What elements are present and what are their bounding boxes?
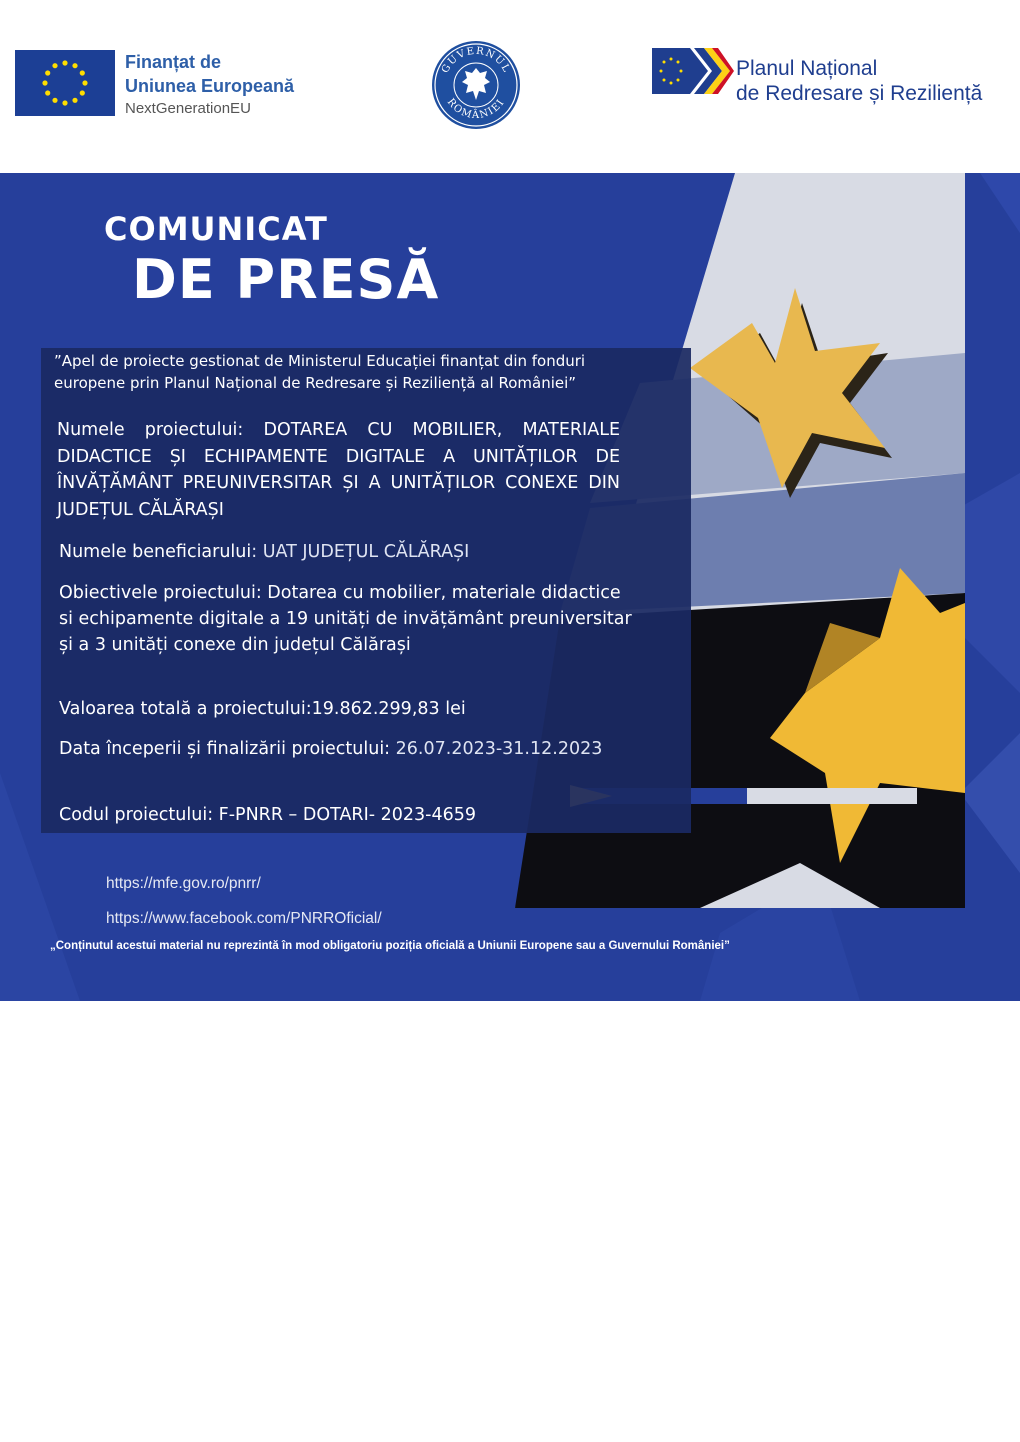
project-name-label: Numele proiectului:: [57, 420, 244, 440]
eu-logo-line3: NextGenerationEU: [125, 100, 251, 117]
project-dates: [59, 736, 634, 762]
project-dates-value: 26.07.2023-31.12.2023: [390, 739, 603, 759]
project-total-value: Valoarea totală a proiectului:19.862.299,83 lei: [59, 699, 466, 719]
mfe-pnrr-link[interactable]: https://mfe.gov.ro/pnrr/: [106, 875, 261, 892]
beneficiary-label: Numele beneficiarului: [59, 542, 252, 562]
government-of-romania-seal-icon: [431, 40, 521, 130]
facebook-pnrr-link[interactable]: https://www.facebook.com/PNRROficial/: [106, 910, 382, 927]
eu-funding-logo: [15, 50, 294, 120]
pnrr-flag-arrow-icon: [652, 48, 734, 94]
project-code: Codul proiectului: F-PNRR – DOTARI- 2023-4659: [59, 805, 477, 825]
project-objectives: Obiectivele proiectului: Dotarea cu mobilier, materiale didactice si echipamente digitale a 19 unități de invățământ preuniversitar și a 3 unități conexe din județul Călărași: [59, 583, 632, 655]
project-name-value: DOTAREA CU MOBILIER, MATERIALE DIDACTICE ȘI ECHIPAMENTE DIGITALE A UNITĂȚILOR DE ÎNVĂȚĂMÂNT PREUNIVERSITAR ȘI A UNITĂȚILOR CONEXE DIN JUDEȚUL CĂLĂRAȘI: [57, 420, 620, 520]
eu-logo-line2: Uniunea Europeană: [125, 76, 295, 96]
beneficiary: [59, 539, 634, 565]
seal-text-top: GUVERNUL: [439, 45, 513, 76]
pnrr-logo: [652, 48, 982, 106]
call-for-projects-text: ”Apel de proiecte gestionat de Ministerul Educației finanțat din fonduri europene prin Planul Național de Redresare și Reziliență al României”: [54, 352, 586, 392]
disclaimer-text: „Conținutul acestui material nu reprezintă în mod obligatoriu poziția oficială a Uniunii Europene sau a Guvernului României”: [50, 940, 730, 952]
press-release-title-line2: DE PRESĂ: [132, 248, 440, 311]
pnrr-logo-line2: de Redresare și Reziliență: [736, 82, 983, 105]
beneficiary-value: : UAT JUDEȚUL CĂLĂRAȘI: [251, 542, 470, 562]
press-release-title-line1: COMUNICAT: [104, 210, 328, 248]
eu-logo-line1: Finanțat de: [125, 52, 222, 72]
pnrr-logo-line1: Planul Național: [736, 57, 878, 80]
eu-flag-icon: [15, 50, 115, 116]
seal-text-bottom: ROMÂNIEI: [444, 96, 508, 122]
project-dates-label: Data începerii și finalizării proiectului:: [59, 739, 391, 759]
project-name: [57, 417, 620, 523]
